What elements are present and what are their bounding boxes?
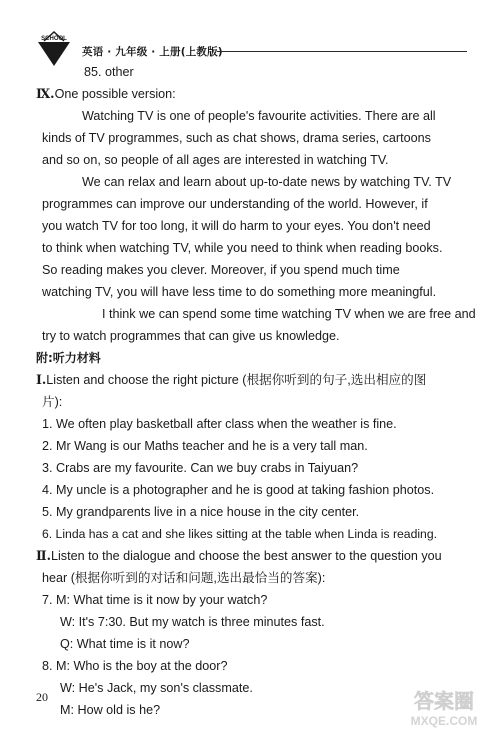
- dialogue-line: Q: What time is it now?: [60, 637, 190, 651]
- essay-line: to think when watching TV, while you need to think when reading books.: [42, 241, 443, 255]
- header-rule: [217, 51, 467, 52]
- school-logo: [34, 28, 74, 68]
- section-ii-title-cont: hear (根据你听到的对话和问题,选出最恰当的答案):: [42, 571, 326, 585]
- listening-sentence: 1. We often play basketball after class when the weather is fine.: [42, 417, 397, 431]
- section-ii-number: Ⅱ.: [36, 548, 51, 563]
- essay-line: and so on, so people of all ages are interested in watching TV.: [42, 153, 389, 167]
- watermark-url: MXQE.COM: [410, 714, 478, 728]
- header-title: 英语 · 九年级 · 上册(上教版): [82, 46, 223, 58]
- listening-sentence: 5. My grandparents live in a nice house in the city center.: [42, 505, 360, 519]
- section-i-title-cont: 片):: [42, 395, 63, 409]
- essay-line: watching TV, you will have less time to do something more meaningful.: [42, 285, 437, 299]
- listening-sentence: 3. Crabs are my favourite. Can we buy crabs in Taiyuan?: [42, 461, 359, 475]
- listening-material-heading: 附:听力材料: [36, 351, 101, 365]
- dialogue-line: M: How old is he?: [60, 703, 161, 717]
- section-i-heading: [36, 372, 426, 388]
- section-ix-number: Ⅸ.: [36, 86, 55, 101]
- page-number: 20: [36, 690, 48, 704]
- essay-line: We can relax and learn about up-to-date news by watching TV. TV: [82, 175, 452, 189]
- essay-line: try to watch programmes that can give us knowledge.: [42, 329, 340, 343]
- section-ii-heading: [36, 548, 442, 564]
- section-ix-title: One possible version:: [54, 87, 176, 101]
- watermark-title: 答案圈: [414, 689, 474, 713]
- site-watermark: [390, 686, 498, 730]
- dialogue-line: 7. M: What time is it now by your watch?: [42, 593, 268, 607]
- section-ix-heading: [36, 86, 176, 102]
- essay-line: I think we can spend some time watching TV when we are free and: [102, 307, 476, 321]
- dialogue-line: W: It's 7:30. But my watch is three minutes fast.: [60, 615, 325, 629]
- section-i-number: Ⅰ.: [36, 372, 47, 387]
- listening-sentence: 4. My uncle is a photographer and he is good at taking fashion photos.: [42, 483, 435, 497]
- section-ii-title: Listen to the dialogue and choose the best answer to the question you: [51, 549, 442, 563]
- essay-line: programmes can improve our understanding of the world. However, if: [42, 197, 428, 211]
- essay-line: So reading makes you clever. Moreover, if you spend much time: [42, 263, 400, 277]
- essay-line: kinds of TV programmes, such as chat shows, drama series, cartoons: [42, 131, 431, 145]
- answer-85: 85. other: [84, 65, 134, 79]
- listening-sentence: 6. Linda has a cat and she likes sitting at the table when Linda is reading.: [42, 527, 437, 541]
- dialogue-line: 8. M: Who is the boy at the door?: [42, 659, 228, 673]
- section-i-title: Listen and choose the right picture (根据你听到的句子,选出相应的图: [46, 373, 427, 387]
- page-header: [0, 0, 500, 70]
- essay-line: you watch TV for too long, it will do harm to your eyes. You don't need: [42, 219, 431, 233]
- listening-sentence: 2. Mr Wang is our Maths teacher and he is a very tall man.: [42, 439, 368, 453]
- logo-text: SCHOOL: [41, 36, 67, 42]
- essay-line: Watching TV is one of people's favourite activities. There are all: [82, 109, 436, 123]
- dialogue-line: W: He's Jack, my son's classmate.: [60, 681, 253, 695]
